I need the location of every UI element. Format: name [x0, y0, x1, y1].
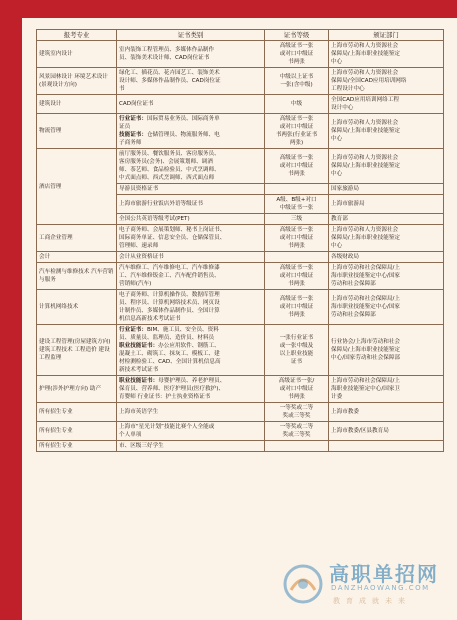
cell-line: 机信息高新技术考试证书: [119, 316, 181, 322]
cell-line: 一等奖或二等: [279, 405, 314, 411]
cell-line: 或对口中级证: [279, 163, 314, 169]
cell-line: 中心: [331, 136, 343, 142]
issuer-cell: [329, 184, 444, 195]
cert-category-prefix: 职业技能证书：: [119, 378, 159, 384]
cell-line: 计制作员、多媒体作品制作员、全国计算: [119, 308, 220, 314]
cert-level-cell: [265, 290, 329, 325]
cert-level-cell: [265, 422, 329, 441]
cell-line: A级、B级+对口: [276, 197, 317, 203]
cell-line: 保障局/上海市职业技能鉴定: [331, 128, 401, 134]
cell-line: 奖或三等奖: [282, 432, 311, 438]
cell-line: 书两张(行业证书: [275, 132, 318, 138]
cell-line: 中级以上证书: [279, 74, 314, 80]
cell-line: 或一张中级及: [279, 343, 314, 349]
cell-line: 上海市劳动和人力资源社会: [331, 70, 399, 76]
cell-line: 书两张: [288, 281, 305, 287]
cell-line: 中级: [290, 101, 303, 107]
cell-line: 混凝土工、砌筑工、抹灰工、模板工、建: [119, 351, 220, 357]
cell-line: 高级证书一张: [279, 296, 314, 302]
cell-line: 高级证书一张/: [278, 378, 315, 384]
issuer-cell: [329, 41, 444, 68]
table-row: [37, 325, 444, 376]
cert-level-cell: [265, 68, 329, 95]
cell-line: 劳动和社会保障部: [331, 312, 376, 318]
major-cell: 护理(涉外护理方向) 助产: [37, 376, 117, 403]
table-row: [37, 422, 444, 441]
cert-level-cell: [265, 41, 329, 68]
issuer-cell: [329, 95, 444, 114]
cell-line: 全国CAD应用培训网络工程: [331, 97, 399, 103]
cell-line: 国际商务单证、信息安全员、仓储保管员、: [119, 235, 226, 241]
table-row: [37, 68, 444, 95]
cell-line: 高级证书一张: [279, 116, 314, 122]
cert-type-cell: [117, 403, 265, 422]
cell-line: 技能证书：仓储管理员、物流服务师、电: [119, 132, 220, 138]
cell-line: 保障局/全国CAD应用培训网络: [331, 78, 407, 84]
cell-line: 保育员、营养师、医疗护理员(医疗救护)、: [119, 386, 225, 392]
cell-line: 书: [119, 86, 125, 92]
cert-type-cell: [117, 263, 265, 290]
cell-line: 以上职业技能: [279, 351, 314, 357]
cell-line: 上海市劳动和人力资源社会: [331, 155, 399, 161]
header-major: 报考专业: [37, 30, 117, 41]
watermark: [281, 556, 451, 614]
cell-line: 员、质量员、监理员、造价员、材料员: [119, 335, 215, 341]
cell-line: 各级财政局: [331, 254, 359, 260]
cell-line: 上海市劳动和人力资源社会: [331, 43, 399, 49]
cell-line: 工程设计中心: [331, 86, 365, 92]
cell-line: 书两张: [288, 243, 305, 249]
cell-line: 上海市“星光计划”技能比赛个人全能或: [119, 424, 215, 430]
cert-level-cell: [265, 149, 329, 184]
cell-line: 中心: [331, 243, 343, 249]
cert-level-cell: [265, 252, 329, 263]
cert-type-cell: [117, 114, 265, 149]
cert-type-cell: [117, 376, 265, 403]
cell-line: 三级: [290, 216, 303, 222]
cell-line: 上海市旅游局: [331, 201, 365, 207]
cell-line: 高级证书一张: [279, 227, 314, 233]
header-cert-type: 证书类别: [117, 30, 265, 41]
cert-level-cell: [265, 403, 329, 422]
cell-line: 导游员资格证书: [119, 186, 159, 192]
cell-line: 书两张: [288, 59, 305, 65]
major-cell: 工商企业管理: [37, 225, 117, 252]
cell-line: 师、茶艺师、食品检验员、中式烹调师、: [119, 167, 220, 173]
major-cell: 酒店管理: [37, 149, 117, 225]
cell-line: 或对口中级证: [279, 273, 314, 279]
cert-type-cell: [117, 422, 265, 441]
cell-line: 上海市劳动和人力资源社会: [331, 120, 399, 126]
cell-line: 工、汽车维修钣金工、汽车配件销售员、: [119, 273, 220, 279]
table-row: [37, 290, 444, 325]
cert-type-cell: [117, 68, 265, 95]
cell-line: 海市职业技能鉴定中心/国家: [331, 304, 401, 310]
cell-line: 全国公共英语等级考试(PET): [119, 216, 190, 222]
cell-line: 会计从业资格证书: [119, 254, 164, 260]
cell-line: 奖或三等奖: [282, 413, 311, 419]
issuer-cell: [329, 149, 444, 184]
cell-line: 保障局/上海市职业技能鉴定: [331, 163, 401, 169]
cert-type-cell: [117, 441, 265, 452]
cell-line: 管理师、速录师: [119, 243, 159, 249]
cell-line: 上海市劳动和社会保障局/上: [331, 296, 401, 302]
cell-line: 书两张: [288, 171, 305, 177]
table-row: [37, 225, 444, 252]
table-row: [37, 263, 444, 290]
cell-line: 中心/国家劳动和社会保障部: [331, 355, 401, 361]
table-row: [37, 252, 444, 263]
cell-line: 中心: [331, 59, 343, 65]
cell-line: 上海市劳动和社会保障局/上: [331, 265, 401, 271]
certificate-table: [36, 29, 444, 452]
issuer-cell: [329, 263, 444, 290]
major-cell: 风景园林设计 环境艺术设计(景观设计方向): [37, 68, 117, 95]
cell-line: 行业证书：国际贸易业务员、国际商务单: [119, 116, 220, 122]
cell-line: 客房服务员(会务)、会展策划师、调酒: [119, 159, 213, 165]
issuer-cell: [329, 195, 444, 214]
cell-line: 海职业技能鉴定中心/国家卫: [331, 386, 401, 392]
cell-line: 保障局/上海市职业技能鉴定: [331, 347, 401, 353]
cert-level-cell: [265, 114, 329, 149]
cell-line: 设计中心: [331, 105, 354, 111]
issuer-cell: [329, 422, 444, 441]
cert-level-cell: [265, 95, 329, 114]
cell-line: 子商务师: [119, 140, 142, 146]
cell-line: 职业技能证书：办公应用软件、钢筋工、: [119, 343, 220, 349]
issuer-cell: [329, 290, 444, 325]
major-cell: 建筑室内设计: [37, 41, 117, 68]
cell-line: 高级证书一张: [279, 43, 314, 49]
cell-line: 书两张: [288, 394, 305, 400]
cell-line: 中级证书一张: [279, 205, 314, 211]
cert-level-cell: [265, 195, 329, 214]
issuer-cell: [329, 325, 444, 376]
watermark-slogan: 教育成就未来: [333, 597, 411, 605]
cell-line: 个人单项: [119, 432, 142, 438]
cell-line: 员、装饰美术设计师、CAD岗位证书: [119, 55, 210, 61]
cell-line: 电子商务师、计算机操作员、数据库管理: [119, 292, 220, 298]
header-cert-level: 证书等级: [265, 30, 329, 41]
cell-line: 证书: [290, 359, 303, 365]
cell-line: 保障局/上海市职业技能鉴定: [331, 51, 401, 57]
cell-line: 育婴师 行业证书：护士执业资格证书: [119, 394, 211, 400]
cert-type-cell: [117, 95, 265, 114]
cert-type-cell: [117, 41, 265, 68]
cell-line: 证员: [119, 124, 131, 130]
cell-line: 员、程序员、计算机网络技术员、网页设: [119, 300, 220, 306]
cell-line: 或对口中级证: [279, 386, 314, 392]
cert-type-cell: [117, 214, 265, 225]
cell-line: 设计师、多媒体作品制作员、CAD岗位证: [119, 78, 221, 84]
cell-line: 营销师(汽车): [119, 281, 152, 287]
watermark-logo-icon: [281, 562, 325, 606]
cell-line: 或对口中级证: [279, 51, 314, 57]
cell-line: 市、区级三好学生: [119, 443, 164, 449]
major-cell: 建设工程管理(房屋建筑方向) 建筑工程技术 工程造价 建设工程监理: [37, 325, 117, 376]
cell-line: 行业协会/上海市劳动和社会: [331, 339, 401, 345]
cell-line: 一等奖或二等: [279, 424, 314, 430]
cert-level-cell: [265, 263, 329, 290]
header-issuer: 颁证部门: [329, 30, 444, 41]
cell-line: 一张(含中级): [280, 82, 313, 88]
cell-line: 计委: [331, 394, 343, 400]
cell-line: 前厅服务员、餐饮服务员、客房服务员、: [119, 151, 220, 157]
major-cell: 所有招生专业: [37, 441, 117, 452]
major-cell: 物流管理: [37, 114, 117, 149]
cert-level-cell: [265, 441, 329, 452]
cert-type-cell: [117, 290, 265, 325]
table-row: [37, 376, 444, 403]
cell-line: 或对口中级证: [279, 235, 314, 241]
cell-line: 一张行业证书: [279, 335, 314, 341]
cell-line: 两张): [289, 140, 304, 146]
table-row: [37, 41, 444, 68]
issuer-cell: [329, 225, 444, 252]
cert-type-cell: [117, 149, 265, 184]
cell-line: 高级证书一张: [279, 265, 314, 271]
cell-line: 海市职业技能鉴定中心/国家: [331, 273, 401, 279]
cell-line: 教育部: [331, 216, 348, 222]
issuer-cell: [329, 68, 444, 95]
cell-line: 或对口中级证: [279, 124, 314, 130]
major-cell: 会计: [37, 252, 117, 263]
watermark-title: 高职单招网: [329, 562, 439, 586]
issuer-cell: [329, 252, 444, 263]
cell-line: 汽车维修工、汽车维修电工、汽车维修漆: [119, 265, 220, 271]
table-row: [37, 441, 444, 452]
cell-line: 行业证书：BIM、施工员、安全员、资料: [119, 327, 219, 333]
issuer-cell: [329, 403, 444, 422]
cert-type-cell: [117, 252, 265, 263]
cell-line: 材检测检验工、CAD、全国计算机信息高: [119, 359, 221, 365]
cell-line: 高级证书一张: [279, 155, 314, 161]
cell-line: 上海市劳动和社会保障局/上: [331, 378, 401, 384]
major-cell: 汽车检测与维修技术 汽车营销与服务: [37, 263, 117, 290]
cell-line: 职业技能证书：母婴护理员、养老护理员、: [119, 378, 226, 384]
cell-line: 室内装饰工程管理员、多媒体作品制作: [119, 47, 215, 53]
cell-line: 上海市教委: [331, 409, 359, 415]
major-cell: 建筑设计: [37, 95, 117, 114]
cert-category-prefix: 行业证书：: [119, 327, 147, 333]
issuer-cell: [329, 441, 444, 452]
major-cell: 计算机网络技术: [37, 290, 117, 325]
table-body: [37, 41, 444, 452]
cert-level-cell: [265, 184, 329, 195]
cell-line: 中心: [331, 171, 343, 177]
cert-category-prefix: 职业技能证书：: [119, 343, 159, 349]
cert-category-prefix: 技能证书：: [119, 132, 147, 138]
cell-line: 上海市英语学生: [119, 409, 159, 415]
issuer-cell: [329, 114, 444, 149]
cert-type-cell: [117, 225, 265, 252]
table-header-row: [37, 30, 444, 41]
table-row: [37, 95, 444, 114]
cell-line: 上海市劳动和人力资源社会: [331, 227, 399, 233]
cert-category-prefix: 行业证书：: [119, 116, 147, 122]
cell-line: 书两张: [288, 312, 305, 318]
cell-line: 或对口中级证: [279, 304, 314, 310]
cert-level-cell: [265, 225, 329, 252]
cert-level-cell: [265, 214, 329, 225]
cell-line: 上海市教委/区县教育局: [331, 428, 389, 434]
table-row: [37, 403, 444, 422]
cert-type-cell: [117, 325, 265, 376]
issuer-cell: [329, 376, 444, 403]
cell-line: 中式面点师、西式烹调师、西式面点师: [119, 175, 215, 181]
table-row: [37, 149, 444, 184]
major-cell: 所有招生专业: [37, 403, 117, 422]
cert-level-cell: [265, 376, 329, 403]
cert-type-cell: [117, 195, 265, 214]
cell-line: 国家旅游局: [331, 186, 359, 192]
cert-type-cell: [117, 184, 265, 195]
cell-line: CAD岗位证书: [119, 101, 154, 107]
major-cell: 所有招生专业: [37, 422, 117, 441]
cell-line: 保障局/上海市职业技能鉴定: [331, 235, 401, 241]
cell-line: 上海市旅游行业饭店外语等级证书: [119, 201, 203, 207]
table-row: [37, 114, 444, 149]
cell-line: 电子商务师、会展策划师、秘书上岗证书、: [119, 227, 226, 233]
cell-line: 绿化工、插花员、花卉园艺工、装饰美术: [119, 70, 220, 76]
document-page: [22, 18, 457, 620]
cell-line: 新技术考试证书: [119, 367, 159, 373]
cert-level-cell: [265, 325, 329, 376]
issuer-cell: [329, 214, 444, 225]
watermark-url: DANZHAOWANG.COM: [331, 584, 430, 592]
cell-line: 劳动和社会保障部: [331, 281, 376, 287]
